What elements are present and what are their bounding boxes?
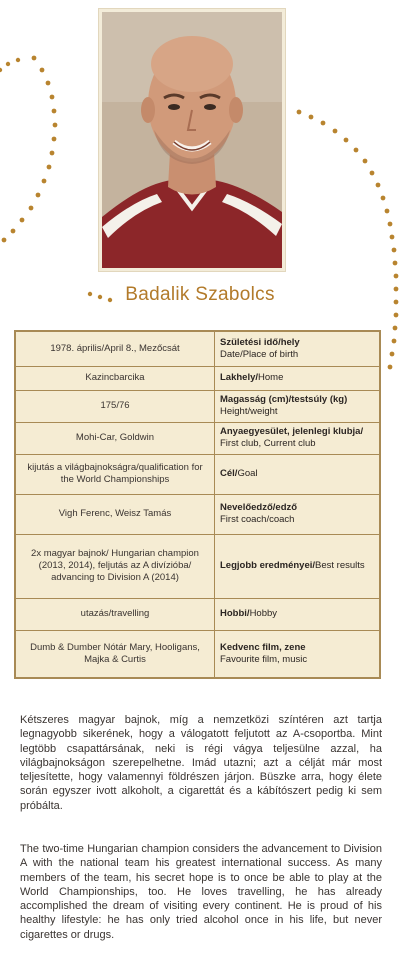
table-row [15,630,380,678]
results-label: Legjobb eredményei/Best results [215,534,381,598]
player-info-table [14,330,381,679]
player-photo-frame [98,8,286,272]
table-row [15,390,380,422]
table-row [15,422,380,454]
birth-label: Születési idő/hely Date/Place of birth [215,331,381,366]
goal-value: kijutás a világbajnokságra/qualification for the World Championships [15,454,215,494]
bio-hungarian: Kétszeres magyar bajnok, míg a nemzetközi színtéren azt tartja legnagyobb sikerének, hogy a válogatott feljutott az A-csoportba. Mint legtöbb csapattársának, neki is régi vágya teljesülne azzal, ha világbajnokságon szerepelhetne. Imád utazni; azt a célját már most teljesítette, hogy valamennyi földrészen járjon. Büszke arra, hogy élete során egyszer ivott alkoholt, a cigarettát és a kábítószert pedig ki sem próbálta. [20,714,382,812]
coach-value: Vigh Ferenc, Weisz Tamás [15,494,215,534]
player-name: Badalik Szabolcs [125,284,275,305]
favourites-label: Kedvenc film, zene Favourite film, music [215,630,381,678]
table-row [15,534,380,598]
home-label: Lakhely/Home [215,366,381,390]
coach-label: Nevelőedző/edző First coach/coach [215,494,381,534]
bio-english: The two-time Hungarian champion considers the advancement to Division A with the national team his greatest international success. As many members of the team, his secret hope is to once be able to play at the World Championships, too. He loves travelling, he has already accomplished the dream of visiting every continent. He is proud of his healthy lifestyle: he has only tried alcohol once in his life, but never cigarettes or drugs. [20,843,382,941]
club-label: Anyaegyesület, jelenlegi klubja/ First club, Current club [215,422,381,454]
player-photo [102,12,282,268]
table-row [15,598,380,630]
table-row [15,454,380,494]
results-value: 2x magyar bajnok/ Hungarian champion (2013, 2014), feljutás az A divízióba/ advancing to Division A (2014) [15,534,215,598]
hobby-label: Hobbi/Hobby [215,598,381,630]
home-value: Kazincbarcika [15,366,215,390]
height-weight-value: 175/76 [15,390,215,422]
table-row [15,331,380,366]
goal-label: Cél/Goal [215,454,381,494]
table-row [15,494,380,534]
table-row [15,366,380,390]
birth-value: 1978. április/April 8., Mezőcsát [15,331,215,366]
favourites-value: Dumb & Dumber Nótár Mary, Hooligans, Majka & Curtis [15,630,215,678]
club-value: Mohi-Car, Goldwin [15,422,215,454]
hobby-value: utazás/travelling [15,598,215,630]
height-weight-label: Magasság (cm)/testsúly (kg) Height/weight [215,390,381,422]
